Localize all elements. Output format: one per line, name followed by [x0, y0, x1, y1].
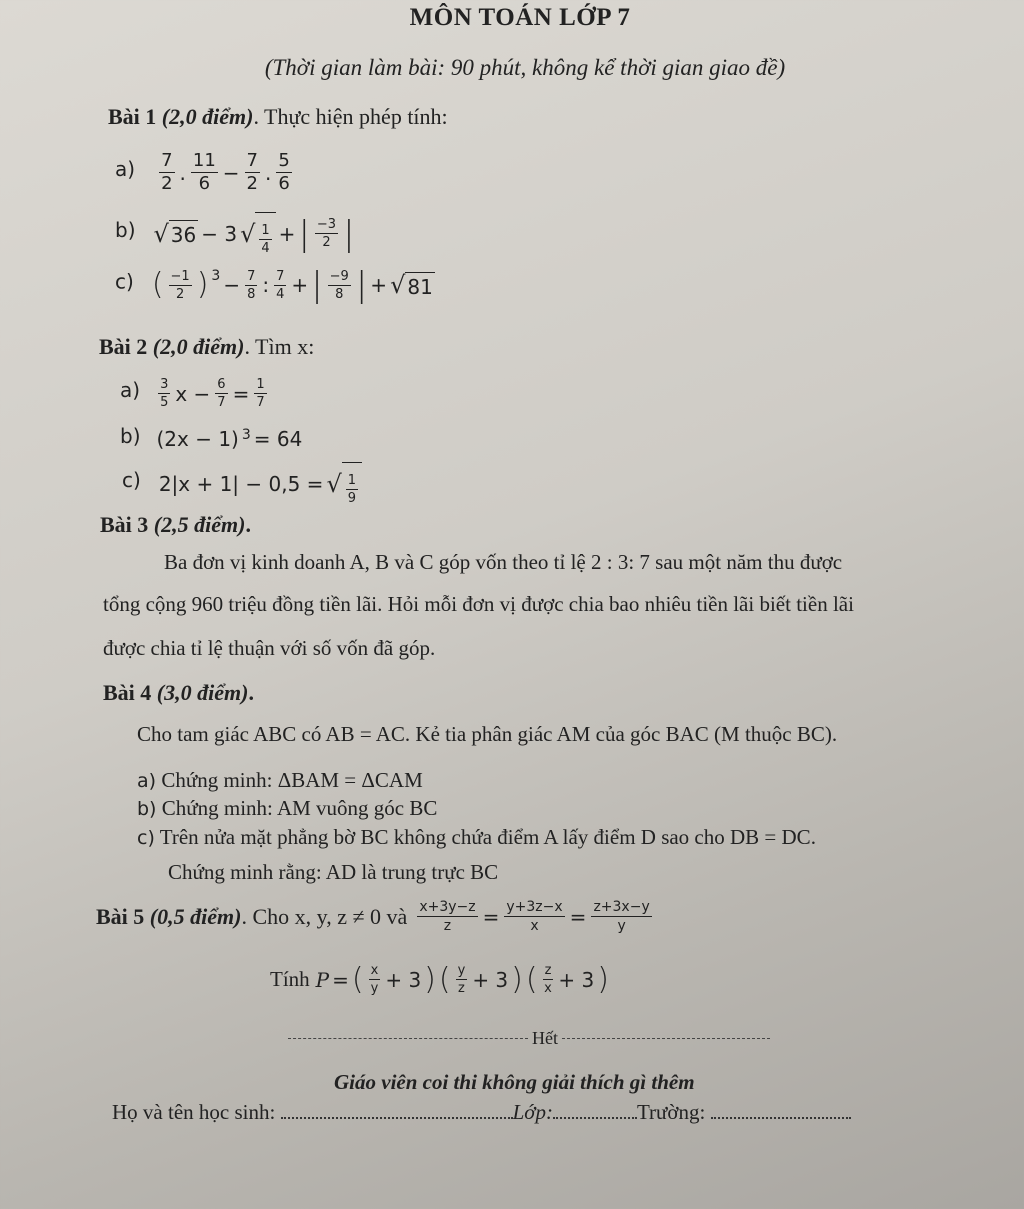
bai4-heading: Bài 4 (3,0 điểm).	[103, 680, 254, 705]
bai4-item-c-line2: Chứng minh rằng: AD là trung trực BC	[168, 860, 499, 884]
bai2-label-a: a)	[120, 378, 141, 403]
bai2-item-c	[122, 462, 362, 505]
bai2-heading	[99, 334, 314, 360]
bai5-intro: . Cho x, y, z ≠ 0 và	[241, 903, 408, 929]
bai4-intro: Cho tam giác ABC có AB = AC. Kẻ tia phân giác AM của góc BAC (M thuộc BC).	[137, 722, 838, 746]
bai4-label-c: c)	[137, 827, 155, 849]
student-name-label: Họ và tên học sinh:	[112, 1100, 276, 1124]
bai2-item-a	[120, 378, 269, 409]
bai4-title: Bài 4	[103, 680, 152, 705]
bai1-expr-b: √ 36 − 3 √ $\frac{1}{4}$ + | $\frac{-3}{2}$ |	[153, 213, 355, 256]
page-subtitle: (Thời gian làm bài: 90 phút, không kể thời gian giao đề)	[264, 55, 786, 80]
het-dash-right	[562, 1038, 770, 1039]
bai4-item-b	[137, 796, 437, 821]
bai5-points: (0,5 điểm)	[149, 903, 242, 929]
bai2-label-c: c)	[122, 468, 141, 493]
bai2-expr-a: $\frac{3}{5}$ x − $\frac{6}{7}$ = $\frac{1}{7}$	[160, 377, 265, 410]
bai2-title: Bài 2	[99, 334, 148, 359]
school-label: Trường:	[636, 1100, 706, 1124]
class-dots	[553, 1101, 637, 1119]
bai1-label-c: c)	[115, 269, 134, 294]
bai2-expr-b: (2x − 1) 3 = 64	[156, 427, 303, 452]
bai2-expr-c: 2|x + 1| − 0,5 = √ $\frac{1}{9}$	[159, 462, 362, 505]
bai5-tinh-label: Tính	[270, 967, 310, 991]
bai3-points: (2,5 điểm)	[153, 512, 246, 537]
bai3-line-2: tổng cộng 960 triệu đồng tiền lãi. Hỏi mỗi đơn vị được chia bao nhiêu tiền lãi biết tiền lãi	[103, 592, 854, 616]
school-dots	[711, 1101, 851, 1119]
bai2-instruction: . Tìm x:	[244, 334, 315, 359]
bai4-text-c: Trên nửa mặt phẳng bờ BC không chứa điểm A lấy điểm D sao cho DB = DC.	[159, 825, 816, 849]
bai3-title: Bài 3	[100, 512, 149, 537]
bai1-label-b: b)	[115, 218, 136, 243]
bai1-item-c	[115, 265, 435, 305]
bai1-item-a	[115, 152, 294, 193]
bai4-item-a	[137, 768, 423, 793]
bai4-label-b: b)	[137, 798, 157, 820]
class-label: Lớp:	[512, 1100, 553, 1124]
bai5-expr-p: P = ( $\frac{x}{y}$ + 3 ) ( $\frac{y}{z}$ + 3 ) ( $\frac{z}{x}$ + 3 )	[315, 961, 609, 997]
footer-note: Giáo viên coi thi không giải thích gì thêm	[334, 1070, 695, 1094]
het-line	[288, 1028, 770, 1049]
student-name-dots	[281, 1101, 513, 1119]
bai2-item-b	[120, 424, 302, 451]
bai1-points: (2,0 điểm)	[161, 104, 254, 129]
bai2-label-b: b)	[120, 424, 141, 448]
bai3-line-1: Ba đơn vị kinh doanh A, B và C góp vốn theo tỉ lệ 2 : 3: 7 sau một năm thu được	[164, 550, 843, 574]
bai1-label-a: a)	[115, 157, 136, 182]
bai5-heading	[96, 900, 654, 933]
het-dash-left	[288, 1038, 528, 1039]
bai4-points: (3,0 điểm)	[156, 680, 249, 705]
bai4-text-b: Chứng minh: AM vuông góc BC	[161, 796, 438, 820]
bai5-tinh	[270, 961, 609, 997]
bai1-expr-c: ( $\frac{-1}{2}$ ) $^3$ − $\frac{7}{8}$ : $\frac{7}{4}$ + | $\frac{-9}{8}$ | + √ 81	[151, 265, 433, 305]
bai1-heading	[108, 104, 448, 130]
het-label: Hết	[532, 1028, 558, 1048]
bai1-expr-a: $\frac{7}{2}$ . $\frac{11}{6}$ − $\frac{7}{2}$ . $\frac{5}{6}$	[161, 150, 290, 194]
bai4-label-a: a)	[137, 770, 157, 792]
page-title: MÔN TOÁN LỚP 7	[409, 4, 631, 31]
bai4-item-c	[137, 825, 816, 850]
bai3-heading: Bài 3 (2,5 điểm).	[100, 512, 251, 537]
bai4-text-a: Chứng minh: ΔBAM = ΔCAM	[161, 768, 423, 792]
student-info	[112, 1100, 851, 1125]
bai1-title: Bài 1	[108, 104, 157, 129]
bai5-condition: $\frac{x+3y-z}{z}$ = $\frac{y+3z-x}{x}$ = $\frac{z+3x-y}{y}$	[419, 899, 650, 934]
bai1-instruction: . Thực hiện phép tính:	[253, 104, 448, 129]
bai3-line-3: được chia tỉ lệ thuận với số vốn đã góp.	[103, 636, 436, 660]
bai1-item-b	[115, 212, 355, 255]
bai5-title: Bài 5	[96, 903, 145, 929]
bai2-points: (2,0 điểm)	[152, 334, 245, 359]
